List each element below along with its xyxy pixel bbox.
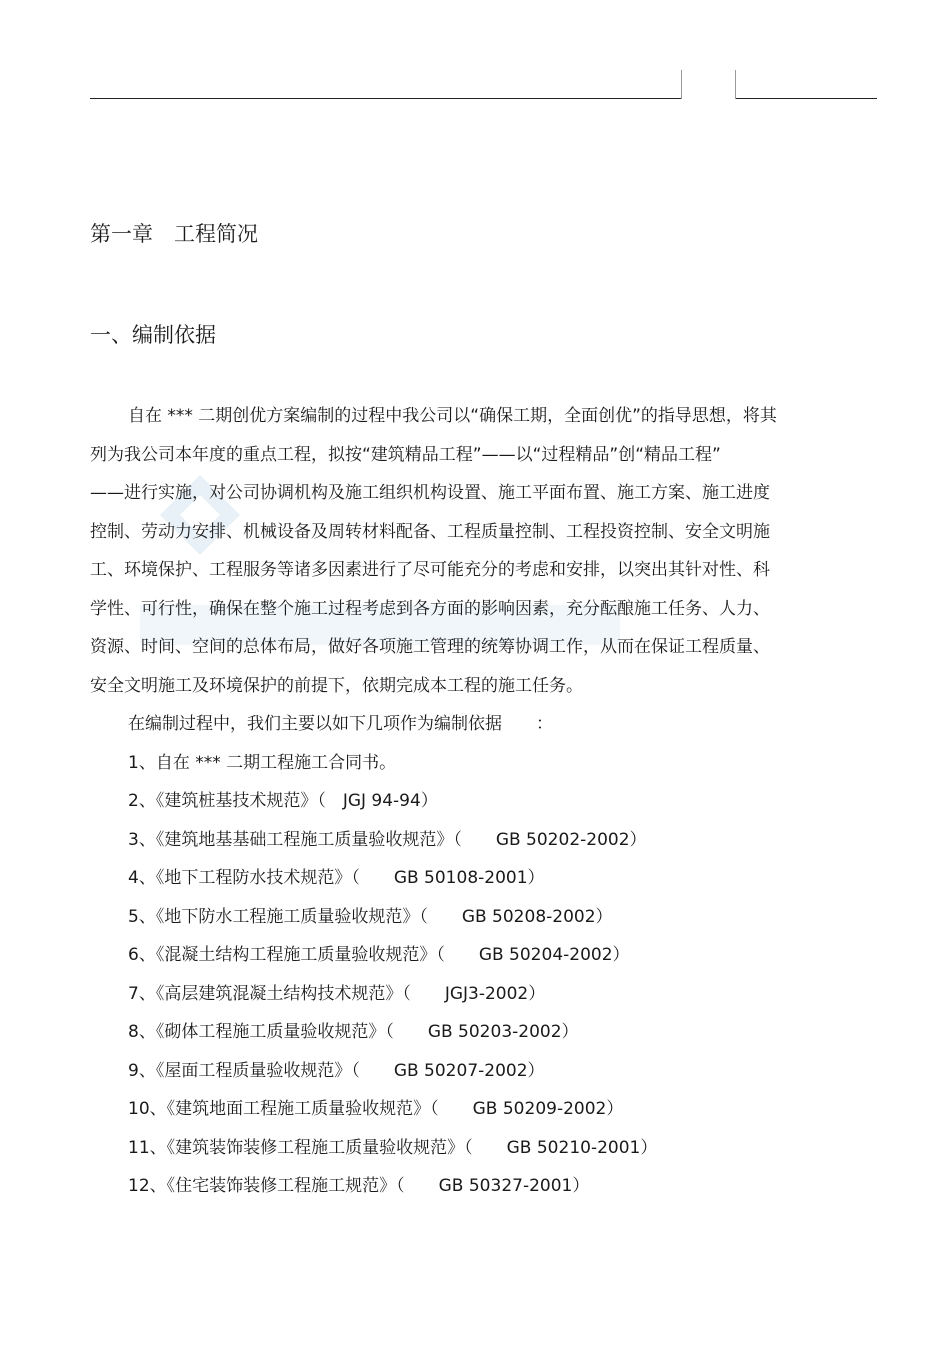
header-rule-right [735, 98, 877, 99]
reference-item: 1、自在 *** 二期工程施工合同书。 [128, 752, 397, 773]
intro-line: 资源、时间、空间的总体布局，做好各项施工管理的统筹协调工作，从而在保证工程质量、 [90, 637, 770, 657]
reference-item: 3、《建筑地基基础工程施工质量验收规范》（ GB 50202-2002） [128, 829, 647, 850]
document-body [90, 397, 830, 1206]
header-rule-left [90, 98, 681, 99]
intro-line: 自在 *** 二期创优方案编制的过程中我公司以“确保工期，全面创优”的指导思想，将其 [128, 406, 777, 426]
reference-item: 6、《混凝土结构工程施工质量验收规范》（ GB 50204-2002） [128, 945, 630, 965]
reference-item: 4、《地下工程防水技术规范》（ GB 50108-2001） [128, 868, 545, 888]
intro-line: 学性、可行性，确保在整个施工过程考虑到各方面的影响因素，充分酝酿施工任务、人力、 [90, 598, 770, 619]
reference-item: 2、《建筑桩基技术规范》（ JGJ 94-94） [128, 791, 438, 811]
intro-line: 列为我公司本年度的重点工程，拟按“建筑精品工程”——以“过程精品”创“精品工程” [90, 444, 721, 465]
reference-item: 5、《地下防水工程施工质量验收规范》（ GB 50208-2002） [128, 906, 613, 927]
intro-line: 安全文明施工及环境保护的前提下，依期完成本工程的施工任务。 [90, 675, 583, 696]
reference-item: 8、《砌体工程施工质量验收规范》（ GB 50203-2002） [128, 1022, 579, 1042]
chapter-title: 第一章 工程简况 [90, 222, 258, 246]
basis-intro: 在编制过程中，我们主要以如下几项作为编制依据 ： [128, 714, 553, 734]
reference-list [90, 744, 830, 1206]
intro-line: 工、环境保护、工程服务等诸多因素进行了尽可能充分的考虑和安排，以突出其针对性、科 [90, 560, 770, 580]
section-title: 一、编制依据 [90, 323, 216, 347]
reference-item: 10、《建筑地面工程施工质量验收规范》（ GB 50209-2002） [128, 1099, 624, 1119]
intro-line: ——进行实施，对公司协调机构及施工组织机构设置、施工平面布置、施工方案、施工进度 [90, 483, 770, 503]
header-tick-left [681, 70, 682, 99]
reference-item: 11、《建筑装饰装修工程施工质量验收规范》（ GB 50210-2001） [128, 1137, 658, 1158]
reference-item: 7、《高层建筑混凝土结构技术规范》（ JGJ3-2002） [128, 983, 546, 1004]
intro-line: 控制、劳动力安排、机械设备及周转材料配备、工程质量控制、工程投资控制、安全文明施 [90, 521, 770, 542]
reference-item: 9、《屋面工程质量验收规范》（ GB 50207-2002） [128, 1060, 545, 1081]
header-tick-right [735, 70, 736, 99]
reference-item: 12、《住宅装饰装修工程施工规范》（ GB 50327-2001） [128, 1176, 590, 1196]
